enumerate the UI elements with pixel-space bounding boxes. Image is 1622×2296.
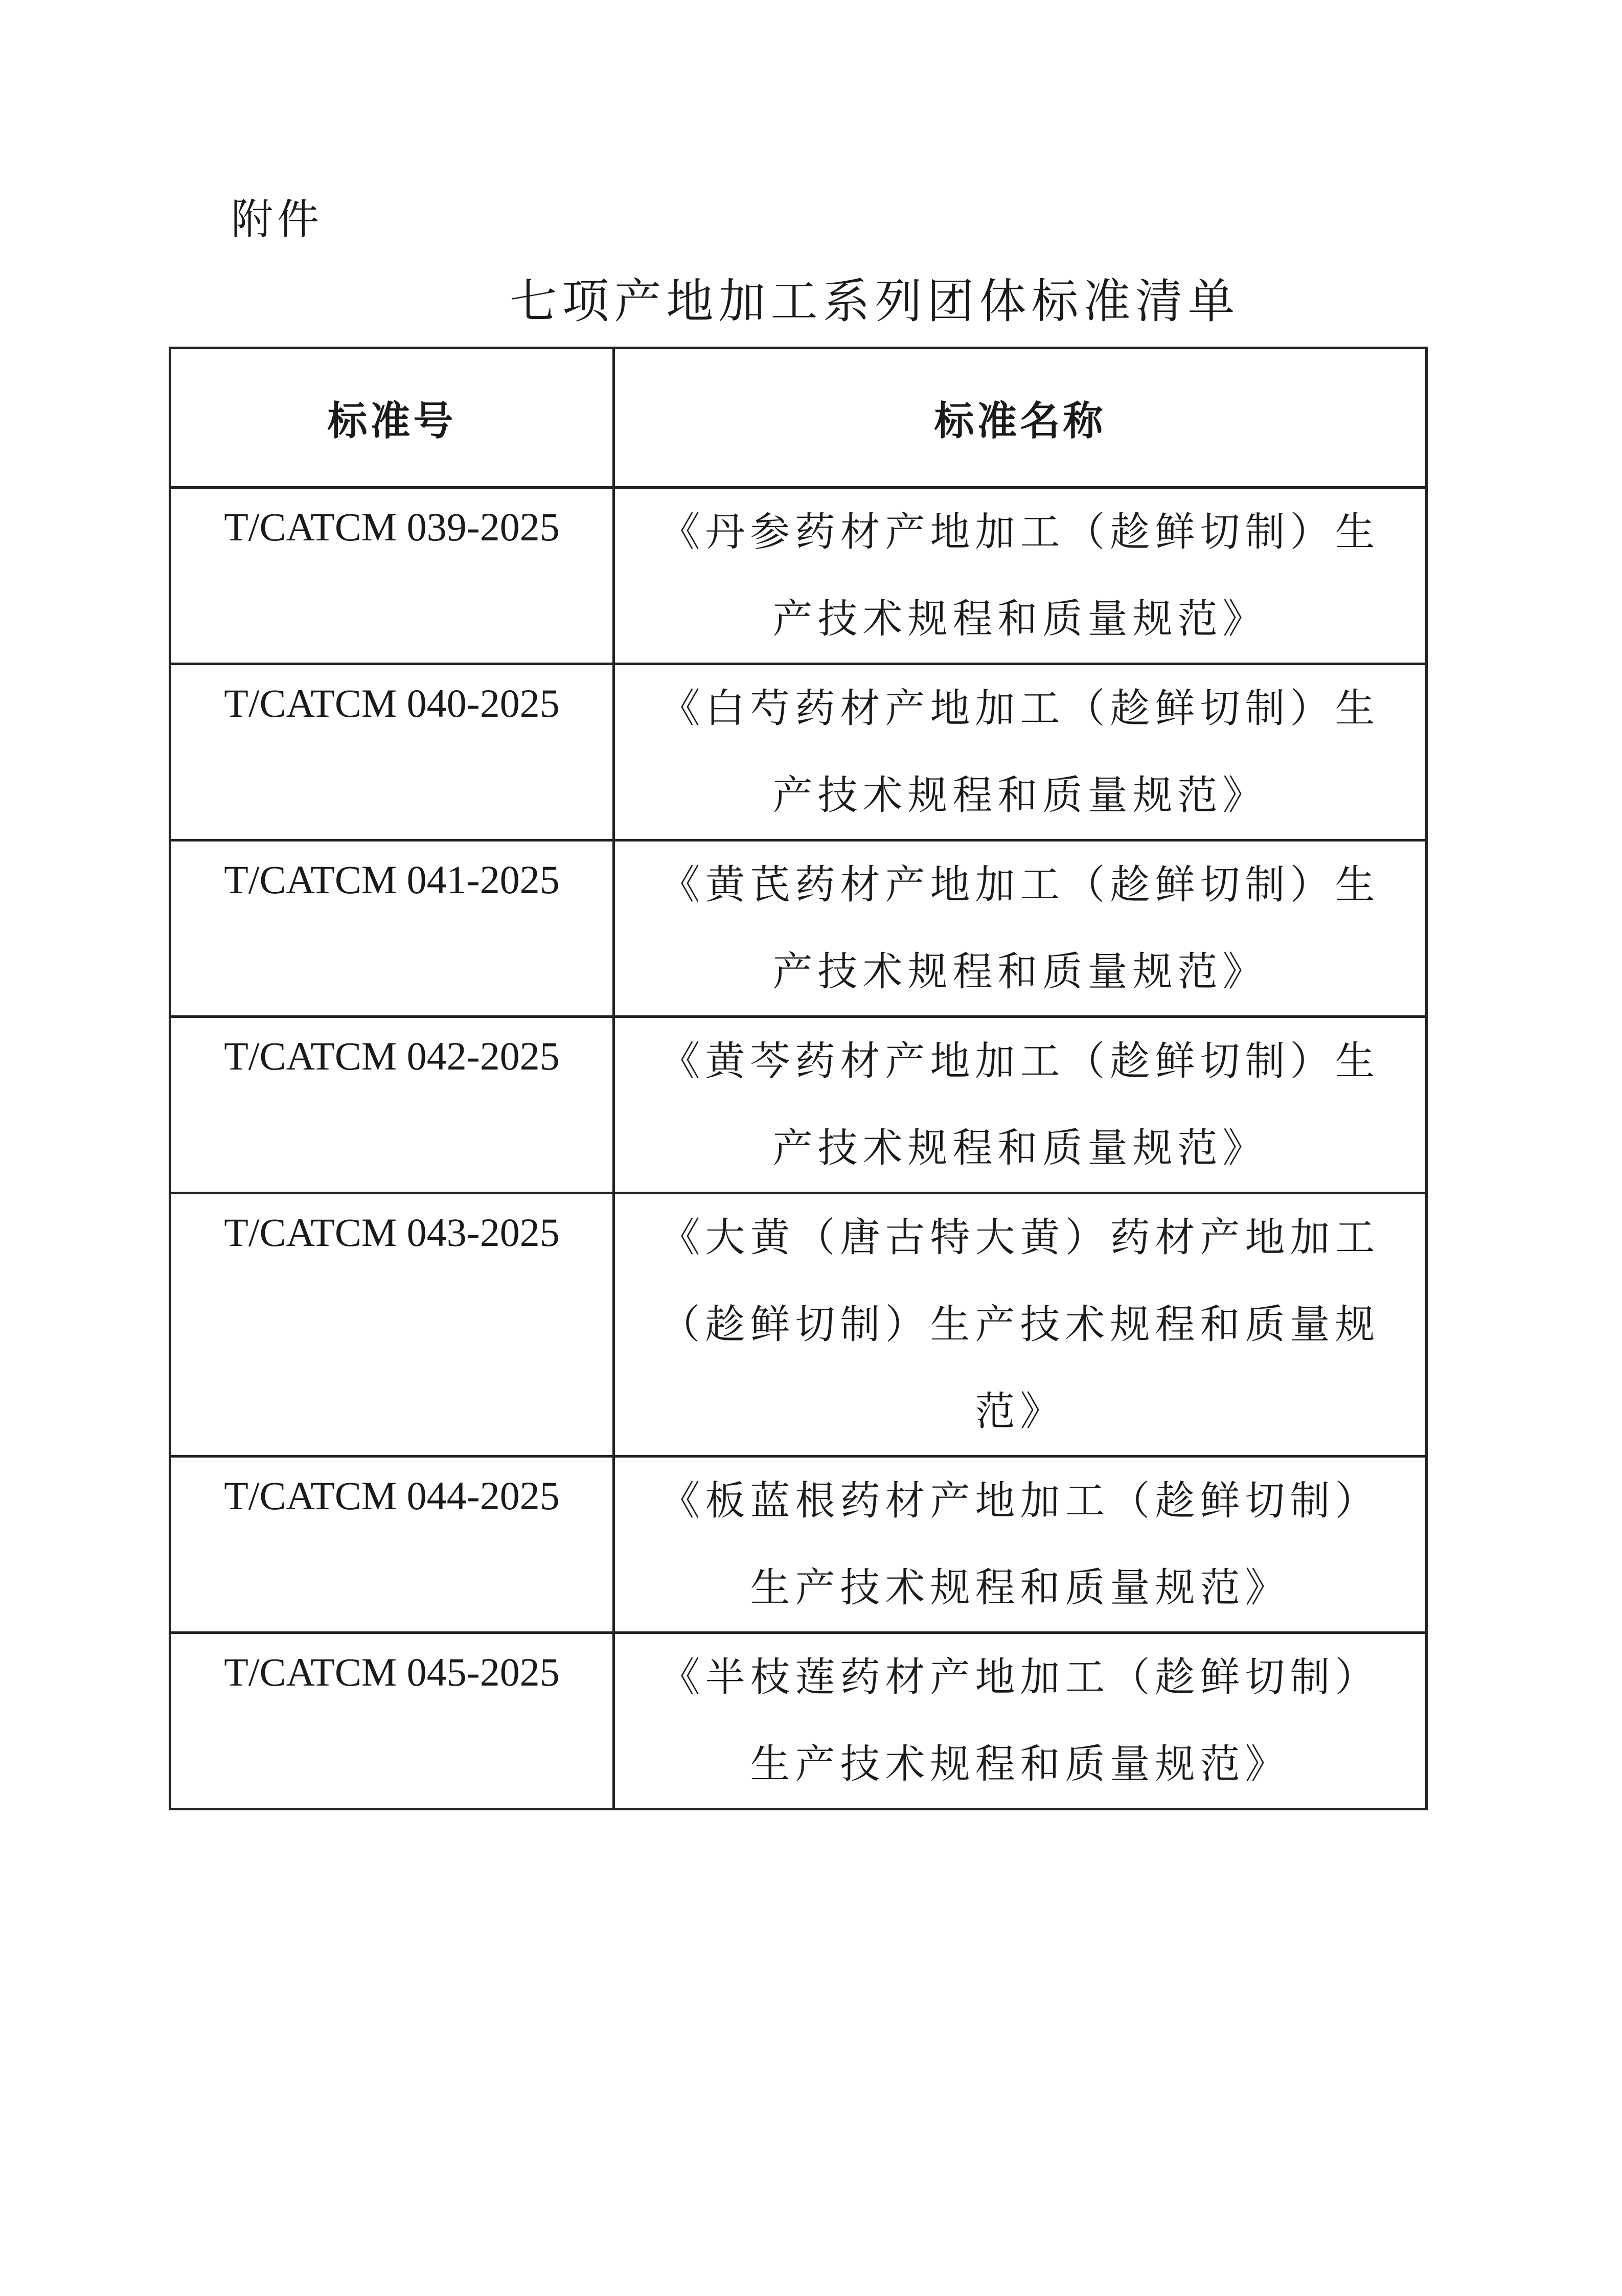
table-row — [170, 1633, 1427, 1809]
standards-table — [169, 347, 1428, 1810]
table-row — [170, 664, 1427, 840]
standard-name-cell: 《丹参药材产地加工（趁鲜切制）生产技术规程和质量规范》 — [614, 488, 1427, 664]
table-row — [170, 1193, 1427, 1457]
standard-number-cell: T/CATCM 045-2025 — [170, 1633, 614, 1809]
standard-name-cell: 《板蓝根药材产地加工（趁鲜切制）生产技术规程和质量规范》 — [614, 1457, 1427, 1633]
document-title: 七项产地加工系列团体标准清单 — [510, 274, 1240, 329]
header-standard-name: 标准名称 — [614, 348, 1427, 488]
standard-number-cell: T/CATCM 041-2025 — [170, 840, 614, 1017]
standard-number-cell: T/CATCM 044-2025 — [170, 1457, 614, 1633]
table-row — [170, 1017, 1427, 1193]
table-row — [170, 1457, 1427, 1633]
standard-number-cell: T/CATCM 043-2025 — [170, 1193, 614, 1457]
standard-name-cell: 《黄芩药材产地加工（趁鲜切制）生产技术规程和质量规范》 — [614, 1017, 1427, 1193]
table-row — [170, 840, 1427, 1017]
standard-number-cell: T/CATCM 040-2025 — [170, 664, 614, 840]
table-row — [170, 488, 1427, 664]
standard-name-cell: 《白芍药材产地加工（趁鲜切制）生产技术规程和质量规范》 — [614, 664, 1427, 840]
attachment-label: 附件 — [231, 195, 324, 244]
standard-number-cell: T/CATCM 042-2025 — [170, 1017, 614, 1193]
table-header-row — [170, 348, 1427, 488]
standard-name-cell: 《黄芪药材产地加工（趁鲜切制）生产技术规程和质量规范》 — [614, 840, 1427, 1017]
standard-number-cell: T/CATCM 039-2025 — [170, 488, 614, 664]
header-standard-number: 标准号 — [170, 348, 614, 488]
standard-name-cell: 《大黄（唐古特大黄）药材产地加工（趁鲜切制）生产技术规程和质量规范》 — [614, 1193, 1427, 1457]
standard-name-cell: 《半枝莲药材产地加工（趁鲜切制）生产技术规程和质量规范》 — [614, 1633, 1427, 1809]
